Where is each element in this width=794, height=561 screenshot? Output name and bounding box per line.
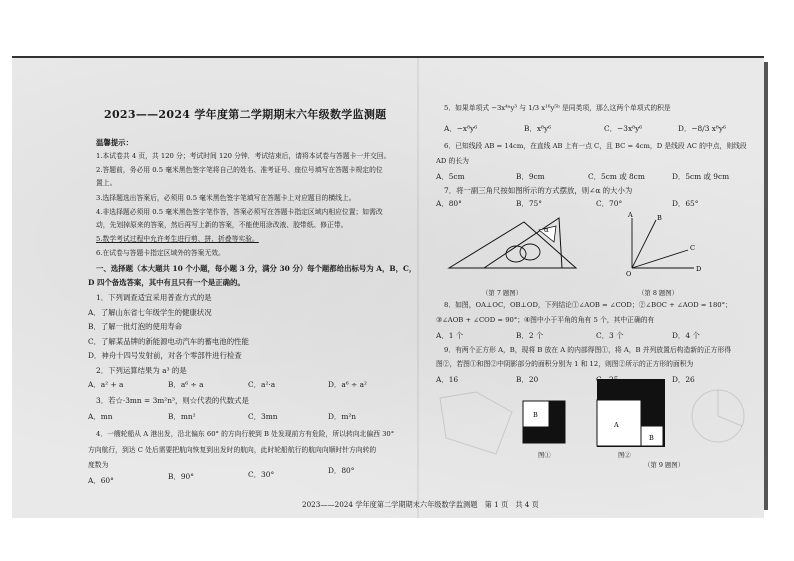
tip-line: 4.非选择题必须用 0.5 毫米黑色签字笔作答，答案必须写在答题卡指定区域内相应位置；如需改 xyxy=(96,208,383,216)
q9-line: 图②，若图①和图②中阴影部分的面积分别为 1 和 12，则图②所示的正方形的面积为 xyxy=(436,360,694,368)
q7-option-a: A．80° xyxy=(436,199,462,208)
q8-option-d: D．4 个 xyxy=(672,331,700,340)
tip-line: 6.在试卷与答题卡指定区域外的答案无效。 xyxy=(96,249,225,257)
fig8-label-c: C xyxy=(690,244,695,252)
q7-option-c: C．70° xyxy=(596,199,623,208)
tip-line: 置上。 xyxy=(96,179,117,187)
fig8-caption: （第 8 题图） xyxy=(638,289,679,297)
q4-option-b: B．90° xyxy=(168,472,194,481)
tips-heading: 温馨提示： xyxy=(96,138,133,147)
q4-line: 度数为 xyxy=(88,461,109,469)
q6-option-d: D．5cm 或 9cm xyxy=(672,172,730,181)
q5-option-d: D．−8/3 x⁸y⁶ xyxy=(678,124,727,133)
fig9-left-label-b: B xyxy=(533,411,538,419)
figure-7 xyxy=(444,212,584,282)
exam-title: 2023——2024 学年度第二学期期末六年级数学监测题 xyxy=(104,108,387,121)
q1-option: D．神舟十四号发射前，对各个零部件进行检查 xyxy=(88,351,242,360)
q3-option-c: C．3mn xyxy=(248,412,278,421)
q6-option-b: B．9cm xyxy=(516,172,545,181)
q9-line: 9．有两个正方形 A，B，现将 B 放在 A 的内部得图①，将 A，B 并列放置后构造新的正方形得 xyxy=(444,346,732,354)
q3-option-d: D．m²n xyxy=(328,412,357,421)
q8-option-b: B．2 个 xyxy=(516,331,544,340)
bleed-through-circle xyxy=(688,386,748,446)
fig9-caption: （第 9 题图） xyxy=(644,461,685,469)
fig9-right-label-a: A xyxy=(614,421,619,429)
q9-option-b: B．20 xyxy=(516,375,539,384)
q5-stem: 5．如果单项式 −3x⁴ᵃy³ 与 1/3 x¹⁶y⁵ᵇ 是同类项，那么这两个单项式的积是 xyxy=(444,104,671,112)
q9-option-d: D．26 xyxy=(672,375,695,384)
bleed-through-lines xyxy=(436,388,516,458)
q7-stem: 7．将一副三角尺按如图所示的方式摆放，则∠α 的大小为 xyxy=(444,186,633,195)
q6-line: 6．已知线段 AB = 14cm，在直线 AB 上有一点 C，且 BC = 4cm，D 是线段 AC 的中点，则线段 xyxy=(444,142,747,150)
q1-option: B．了解一批灯泡的使用寿命 xyxy=(88,322,183,331)
scan-right-edge xyxy=(764,62,768,510)
page-footer: 2023——2024 学年度第二学期期末六年级数学监测题 第 1 页 共 4 页 xyxy=(302,500,539,509)
section-heading-cont: D 四个备选答案，其中有且只有一个是正确的。 xyxy=(88,278,245,287)
tip-line: 2.答题前，务必用 0.5 毫米黑色签字笔将自己的姓名、准考证号、座位号填写在答题卡规定的位 xyxy=(96,166,383,174)
fig7-caption: （第 7 题图） xyxy=(482,289,523,297)
q6-line: AD 的长为 xyxy=(436,157,469,165)
tip-line: 1.本试卷共 4 页，共 120 分；考试时间 120 分钟．考试结束后，请将本试卷与答题卡一并交回。 xyxy=(96,152,391,160)
q9-option-a: A．16 xyxy=(436,375,459,384)
figure-9-right xyxy=(596,378,666,448)
q5-option-a: A．−x⁸y⁶ xyxy=(444,124,478,133)
section-heading: 一、选择题（本大题共 10 个小题，每小题 3 分，满分 30 分）每个题都给出标号为 A，B，C， xyxy=(96,264,417,273)
q4-line: 4．一艘轮船从 A 港出发，沿北偏东 60° 的方向行驶到 B 处发现前方有危险，所以转向北偏西 30° xyxy=(96,430,395,438)
fig8-label-o: O xyxy=(626,270,632,278)
q4-line: 方向航行，到达 C 处后需要把航向恢复到出发时的航向，此时轮船航行的航向向顺时针方向转的 xyxy=(88,446,377,454)
q6-option-a: A．5cm xyxy=(436,172,465,181)
tip-line: 3.选择题选出答案后，必须用 0.5 毫米黑色签字笔填写在答题卡上对应题目的横线上。 xyxy=(96,194,356,202)
q8-line: 8．如图，OA⊥OC，OB⊥OD，下列结论①∠AOB = ∠COD；②∠BOC + ∠AOD = 180°； xyxy=(444,301,732,309)
figure-9-left xyxy=(522,400,566,444)
fig7-alpha-label: α xyxy=(544,226,549,234)
q2-option-d: D．a⁶ ÷ a² xyxy=(328,380,367,389)
q3-option-a: A．mn xyxy=(88,412,113,421)
q8-option-c: C．3 个 xyxy=(596,331,624,340)
figure-8 xyxy=(612,212,712,288)
q8-line: ③∠AOB + ∠COD = 90°；④图中小于平角的角有 5 个，其中正确的有 xyxy=(436,316,655,324)
page-fold xyxy=(417,58,419,518)
q1-option: C．了解某品牌的新能源电动汽车的蓄电池的性能 xyxy=(88,337,249,346)
q6-option-c: C．5cm 或 8cm xyxy=(588,172,645,181)
q8-option-a: A．1 个 xyxy=(436,331,464,340)
fig9-left-label: 图① xyxy=(538,451,551,459)
q3-stem: 3．若☆·3mn = 3m²n³，则☆代表的代数式是 xyxy=(96,396,249,405)
fig9-right-label: 图② xyxy=(618,451,631,459)
q7-option-d: D．65° xyxy=(672,199,699,208)
q1-stem: 1．下列调查适宜采用普查方式的是 xyxy=(96,293,212,302)
tip-line: 5.数学考试过程中允许考生进行剪、拼、折叠等实验。 xyxy=(96,235,259,243)
q4-option-a: A．60° xyxy=(88,476,114,485)
q7-option-b: B．75° xyxy=(516,199,542,208)
fig9-right-label-b: B xyxy=(649,434,654,442)
fig8-label-b: B xyxy=(657,214,662,222)
fig8-label-d: D xyxy=(696,265,702,273)
q5-option-c: C．−3x⁸y⁶ xyxy=(604,124,643,133)
exam-sheet xyxy=(12,58,764,518)
q3-option-b: B．mn² xyxy=(168,412,196,421)
tip-line: 动，先划掉原来的答案，然后再写上新的答案，不能使用涂改液、胶带纸、修正带。 xyxy=(96,221,348,229)
q5-option-b: B．x⁸y⁶ xyxy=(524,124,552,133)
q4-option-d: D．80° xyxy=(328,466,355,475)
q1-option: A．了解山东省七年级学生的健康状况 xyxy=(88,308,212,317)
q2-option-b: B．a⁶ ÷ a xyxy=(168,380,204,389)
q2-option-c: C．a²·a xyxy=(248,380,276,389)
fig8-label-a: A xyxy=(628,211,633,219)
q2-stem: 2．下列运算结果为 a³ 的是 xyxy=(96,366,187,375)
q2-option-a: A．a² + a xyxy=(88,380,124,389)
q4-option-c: C．30° xyxy=(248,470,275,479)
